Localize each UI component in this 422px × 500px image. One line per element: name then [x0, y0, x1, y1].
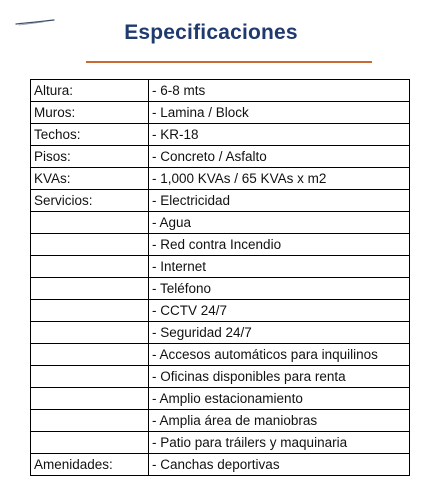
spec-value-cell: - Oficinas disponibles para renta [149, 366, 410, 388]
spec-label-cell: Muros: [31, 102, 149, 124]
spec-value-cell: - KR-18 [149, 124, 410, 146]
table-row [31, 190, 410, 212]
spec-label-cell [31, 212, 149, 234]
spec-label-cell [31, 278, 149, 300]
spec-label-cell [31, 388, 149, 410]
table-row [31, 344, 410, 366]
spec-value-cell: - Teléfono [149, 278, 410, 300]
spec-value-cell: - Amplio estacionamiento [149, 388, 410, 410]
table-row [31, 300, 410, 322]
table-row [31, 366, 410, 388]
spec-label-cell [31, 300, 149, 322]
spec-value-cell: - Concreto / Asfalto [149, 146, 410, 168]
table-row [31, 102, 410, 124]
table-row [31, 388, 410, 410]
table-row [31, 146, 410, 168]
spec-value-cell: - Canchas deportivas [149, 454, 410, 476]
spec-label-cell: KVAs: [31, 168, 149, 190]
spec-label-cell [31, 410, 149, 432]
spec-label-cell [31, 256, 149, 278]
spec-value-cell: - 1,000 KVAs / 65 KVAs x m2 [149, 168, 410, 190]
table-row [31, 256, 410, 278]
table-row [31, 454, 410, 476]
specifications-table [30, 79, 410, 476]
spec-value-cell: - Red contra Incendio [149, 234, 410, 256]
spec-value-cell: - Seguridad 24/7 [149, 322, 410, 344]
spec-label-cell: Amenidades: [31, 454, 149, 476]
spec-value-cell: - 6-8 mts [149, 80, 410, 102]
table-row [31, 322, 410, 344]
specifications-table-body [31, 80, 410, 476]
table-row [31, 410, 410, 432]
spec-value-cell: - Electricidad [149, 190, 410, 212]
spec-value-cell: - CCTV 24/7 [149, 300, 410, 322]
spec-value-cell: - Agua [149, 212, 410, 234]
spec-label-cell [31, 344, 149, 366]
spec-value-cell: - Patio para tráilers y maquinaria [149, 432, 410, 454]
spec-label-cell: Servicios: [31, 190, 149, 212]
table-row [31, 278, 410, 300]
spec-label-cell [31, 234, 149, 256]
table-row [31, 168, 410, 190]
spec-label-cell [31, 366, 149, 388]
table-row [31, 212, 410, 234]
table-row [31, 432, 410, 454]
spec-value-cell: - Accesos automáticos para inquilinos [149, 344, 410, 366]
table-row [31, 80, 410, 102]
title-underline-divider [86, 61, 372, 63]
spec-value-cell: - Lamina / Block [149, 102, 410, 124]
table-row [31, 234, 410, 256]
spec-label-cell [31, 432, 149, 454]
spec-label-cell [31, 322, 149, 344]
page-title: Especificaciones [124, 21, 298, 44]
spec-label-cell: Pisos: [31, 146, 149, 168]
spec-label-cell: Techos: [31, 124, 149, 146]
spec-value-cell: - Amplia área de maniobras [149, 410, 410, 432]
spec-label-cell: Altura: [31, 80, 149, 102]
table-row [31, 124, 410, 146]
spec-value-cell: - Internet [149, 256, 410, 278]
